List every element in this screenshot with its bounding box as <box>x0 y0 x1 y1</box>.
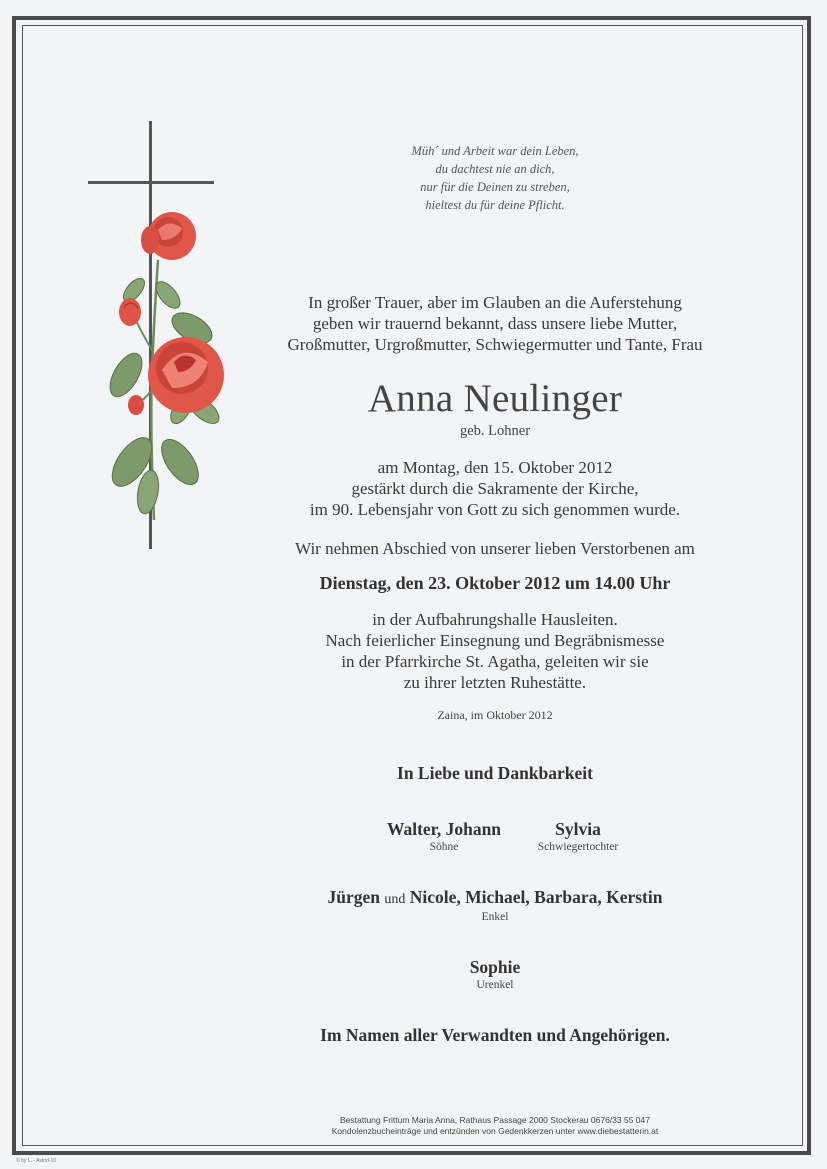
roses-illustration <box>96 200 246 540</box>
place-line: zu ihrer letzten Ruhestätte. <box>403 673 587 692</box>
death-line: gestärkt durch die Sakramente der Kirche, <box>351 479 639 498</box>
closing-line: Im Namen aller Verwandten und Angehörigen. <box>320 1025 670 1045</box>
mourner-daughter-in-law <box>510 819 646 854</box>
funeral-date: Dienstag, den 23. Oktober 2012 um 14.00 Uhr <box>319 573 671 593</box>
poem-line: du dachtest nie an dich, <box>435 162 555 176</box>
daughter-in-law-name: Sylvia <box>555 819 601 839</box>
mourner-grandchildren <box>245 887 745 924</box>
undertaker-footer <box>245 1115 745 1137</box>
poem-line: hieltest du für deine Pflicht. <box>425 198 565 212</box>
maiden-name: geb. Lohner <box>459 423 531 439</box>
footer-address: Bestattung Frittum Maria Anna, Rathaus Passage 2000 Stockerau 0676/33 55 047 <box>340 1115 650 1125</box>
mourner-sons <box>364 819 524 854</box>
sons-names: Walter, Johann <box>386 819 502 839</box>
farewell-text: Wir nehmen Abschied von unserer lieben Verstorbenen am <box>295 539 695 558</box>
daughter-in-law-role: Schwiegertochter <box>537 841 619 853</box>
grandchildren-joiner: und <box>384 892 406 907</box>
mourners-heading: In Liebe und Dankbarkeit <box>397 763 593 783</box>
great-grandchild-name: Sophie <box>469 957 521 977</box>
great-grandchild-role: Urenkel <box>476 979 514 991</box>
sons-role: Söhne <box>429 841 459 853</box>
announcement-intro <box>245 292 745 355</box>
intro-line: Großmutter, Urgroßmutter, Schwiegermutter und Tante, Frau <box>287 335 703 354</box>
dateline: Zaina, im Oktober 2012 <box>437 708 553 722</box>
poem-line: Müh´ und Arbeit war dein Leben, <box>411 144 579 158</box>
mourner-great-grandchild <box>245 957 745 992</box>
memorial-poem <box>245 142 745 214</box>
grandchildren-rest: Nicole, Michael, Barbara, Kerstin <box>409 887 663 907</box>
place-line: Nach feierlicher Einsegnung und Begräbnismesse <box>325 631 665 650</box>
grandchild-first: Jürgen <box>327 887 380 907</box>
intro-line: geben wir trauernd bekannt, dass unsere liebe Mutter, <box>312 314 678 333</box>
grandchildren-role: Enkel <box>481 911 509 923</box>
place-line: in der Pfarrkirche St. Agatha, geleiten wir sie <box>341 652 649 671</box>
copyright-note: © by L. - Astrid-10 <box>16 1158 57 1164</box>
death-line: im 90. Lebensjahr von Gott zu sich genommen wurde. <box>309 500 681 519</box>
death-line: am Montag, den 15. Oktober 2012 <box>377 458 613 477</box>
funeral-place <box>245 609 745 693</box>
intro-line: In großer Trauer, aber im Glauben an die Auferstehung <box>308 293 682 312</box>
poem-line: nur für die Deinen zu streben, <box>420 180 570 194</box>
death-details <box>245 457 745 520</box>
footer-condolence: Kondolenzbucheinträge und entzünden von Gedenkkerzen unter www.diebestatterin.at <box>331 1126 659 1136</box>
deceased-name: Anna Neulinger <box>367 377 623 420</box>
cross-horizontal-bar <box>88 181 214 184</box>
place-line: in der Aufbahrungshalle Hausleiten. <box>372 610 618 629</box>
